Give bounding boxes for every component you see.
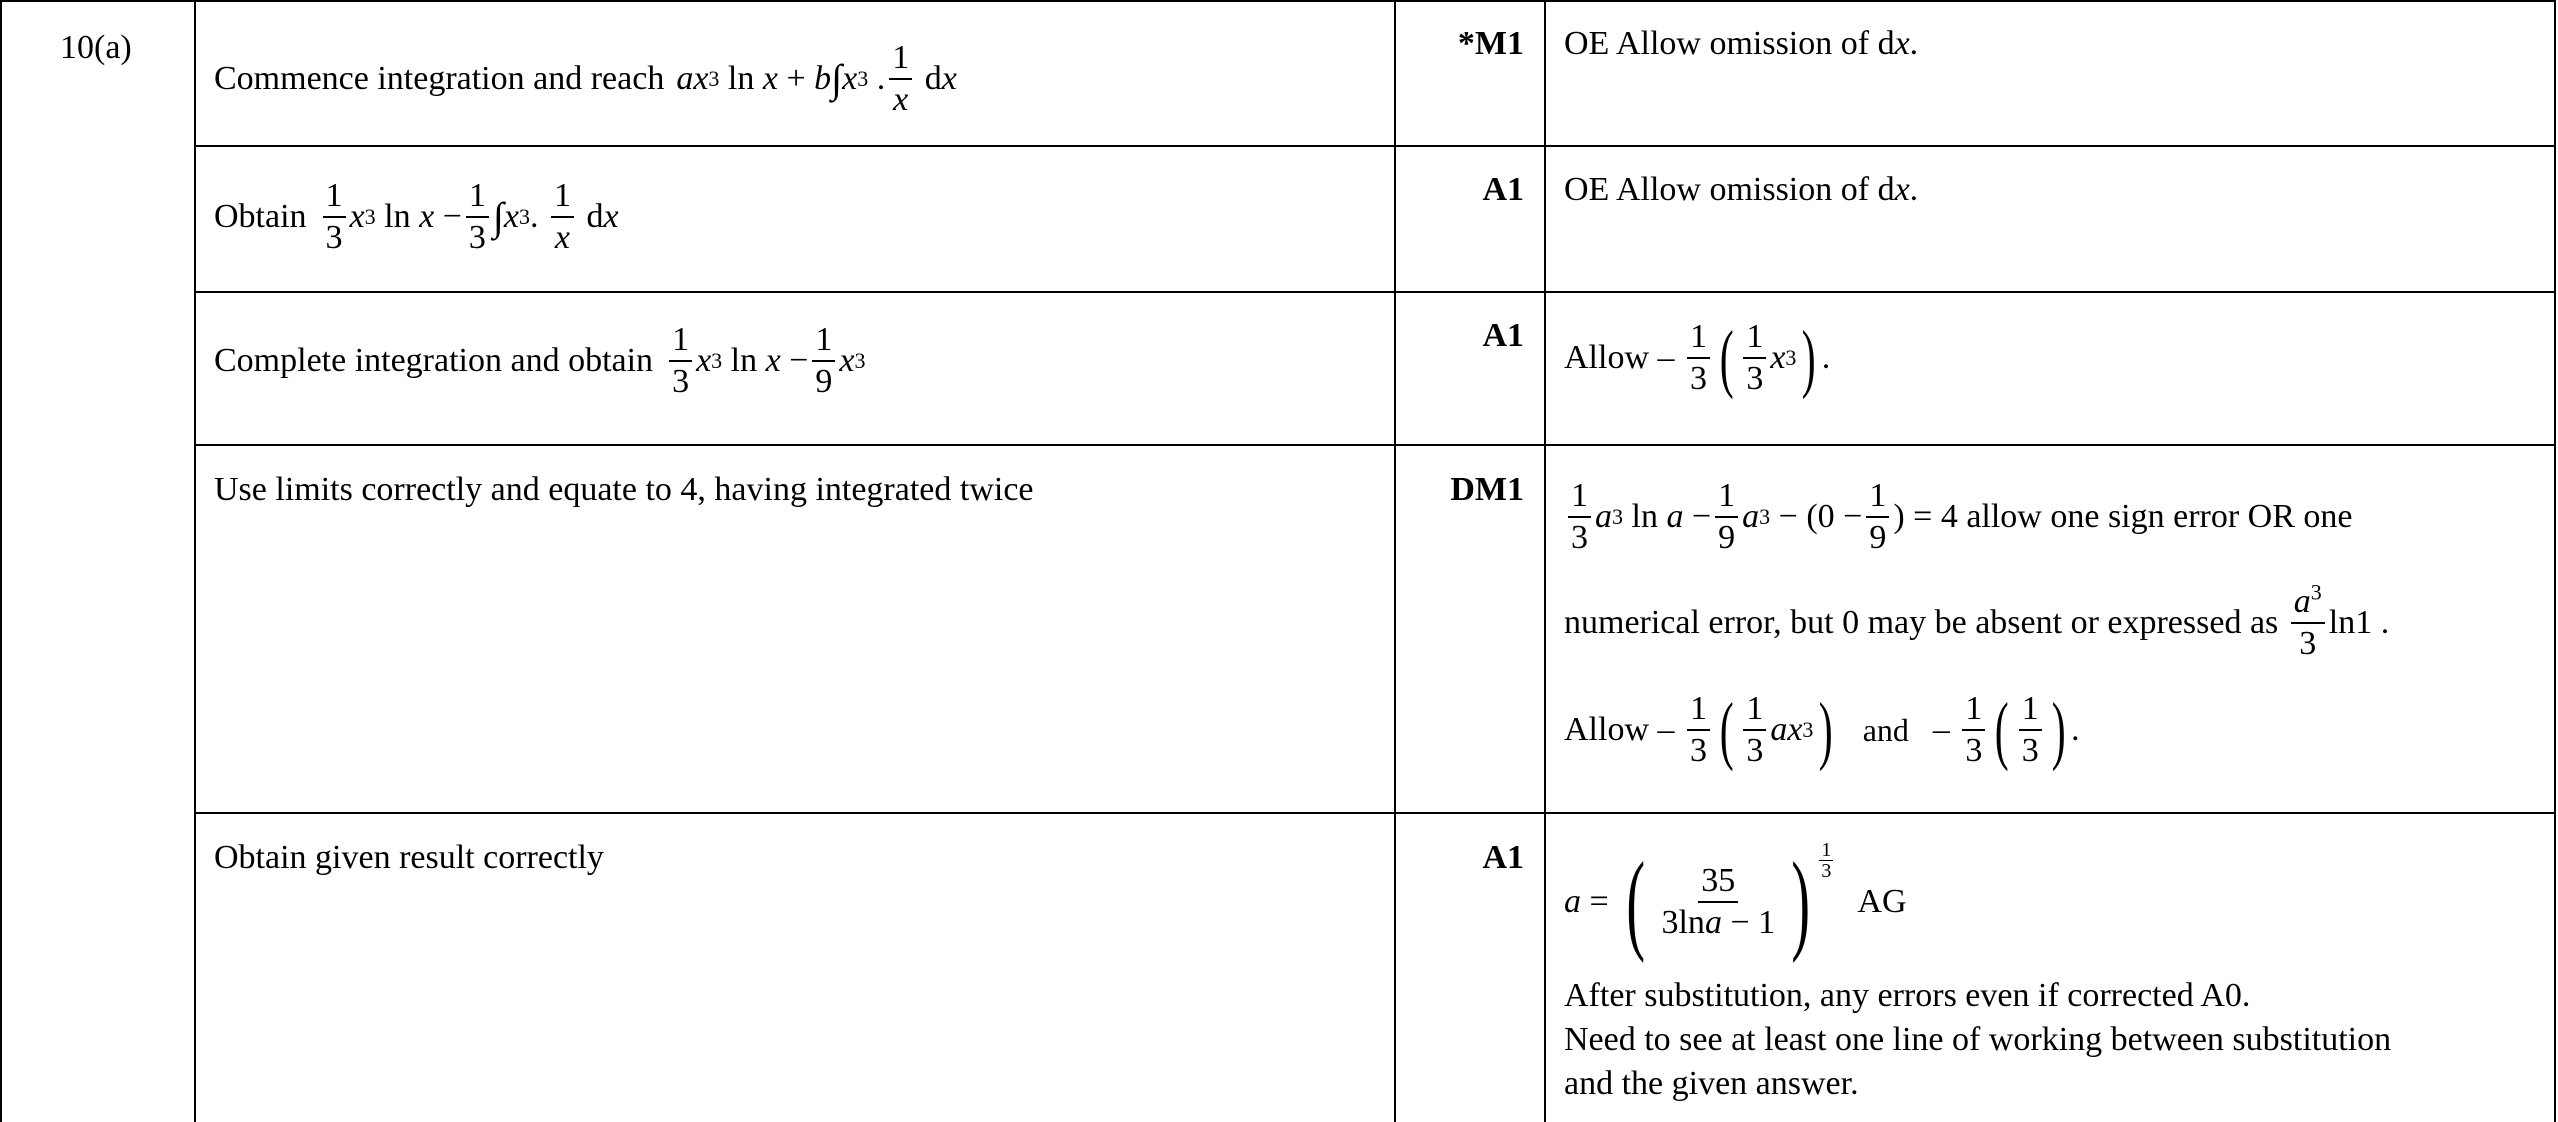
grid-line bbox=[0, 0, 2556, 2]
answer-text: Obtain bbox=[214, 198, 307, 235]
answer-text: Complete integration and obtain bbox=[214, 342, 654, 379]
mark-row-5: A1 bbox=[1482, 839, 1524, 876]
grid-line bbox=[0, 0, 2, 1122]
guidance-row-1: OE Allow omission of dx. bbox=[1564, 25, 1919, 62]
mark-row-3: A1 bbox=[1482, 317, 1524, 354]
guidance-row-5-note-1: After substitution, any errors even if corrected A0. bbox=[1564, 977, 2251, 1014]
grid-line bbox=[194, 812, 2556, 814]
guidance-row-4-line-3: Allow – $\frac{1}{3}$ ( $\frac{1}{3}$ ax 3 ) and – $\frac{1}{3}$ ( $\frac{1}{3}$ ) . bbox=[1564, 688, 2080, 772]
mark-row-1: *M1 bbox=[1457, 25, 1524, 62]
math-expression: $\frac{1}{3}$ x 3 ln x − $\frac{1}{9}$ x 3 bbox=[665, 322, 865, 400]
math-expression: ax 3 ln x + b ∫ x 3 . $\frac{1}{x}$ d x bbox=[676, 39, 957, 118]
grid-line bbox=[194, 291, 2556, 293]
grid-line bbox=[194, 0, 196, 1122]
answer-row-2 bbox=[214, 178, 619, 256]
mark-row-2: A1 bbox=[1482, 171, 1524, 208]
grid-line bbox=[1544, 0, 1546, 1122]
guidance-row-2: OE Allow omission of dx. bbox=[1564, 171, 1919, 208]
guidance-row-5-note-3: and the given answer. bbox=[1564, 1065, 1859, 1102]
answer-row-3 bbox=[214, 322, 865, 400]
grid-line bbox=[194, 145, 2556, 147]
guidance-row-3: Allow – $\frac{1}{3}$ ( $\frac{1}{3}$ x 3 ) . bbox=[1564, 316, 1831, 400]
answer-row-1 bbox=[214, 40, 957, 118]
answer-row-5: Obtain given result correctly bbox=[214, 839, 604, 876]
grid-line bbox=[194, 444, 2556, 446]
guidance-row-4-line-2: numerical error, but 0 may be absent or expressed as $\frac{a^3}{3}$ ln1 . bbox=[1564, 579, 2390, 662]
grid-line bbox=[1394, 0, 1396, 1122]
answer-text: Commence integration and reach bbox=[214, 60, 665, 97]
mark-row-4: DM1 bbox=[1450, 471, 1524, 508]
grid-line bbox=[2554, 0, 2556, 1122]
answer-row-4: Use limits correctly and equate to 4, having integrated twice bbox=[214, 471, 1034, 508]
math-expression: $\frac{1}{3}$ x 3 ln x − $\frac{1}{3}$ ∫ x 3 . $\frac{1}{x}$ d x bbox=[319, 178, 619, 256]
guidance-row-4-line-1: $\frac{1}{3}$ a 3 ln a − $\frac{1}{9}$ a 3 − (0 − $\frac{1}{9}$ ) = 4 allow one sign error OR one bbox=[1564, 478, 2353, 556]
guidance-row-5-note-2: Need to see at least one line of working between substitution bbox=[1564, 1021, 2392, 1058]
question-number: 10(a) bbox=[60, 29, 132, 66]
guidance-row-5-formula: a = ( $\frac{35}{3\ln a - 1}$ ) 1 3 AG bbox=[1564, 839, 1907, 964]
